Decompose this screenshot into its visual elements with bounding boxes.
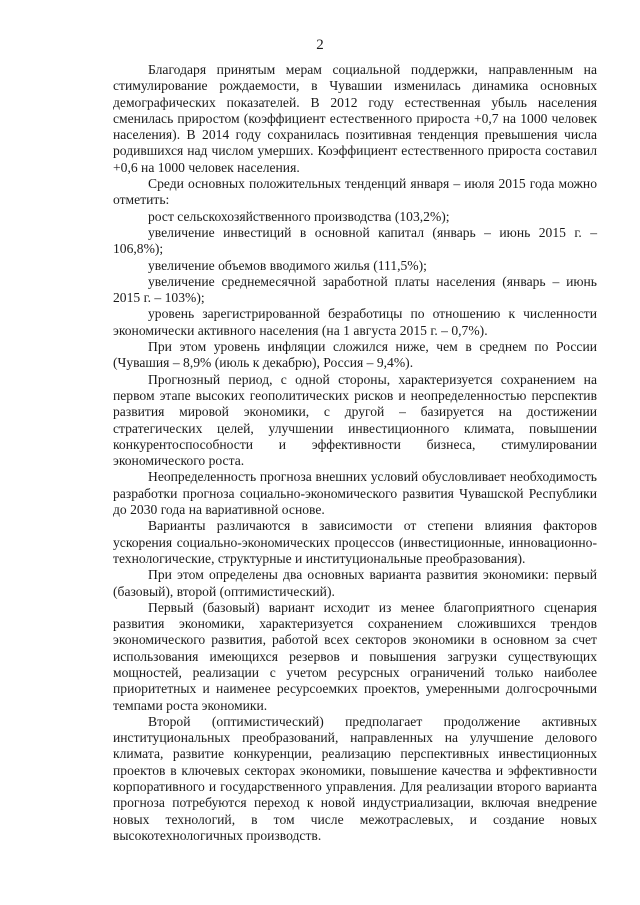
document-body [113, 62, 597, 844]
paragraph-demography: Благодаря принятым мерам социальной поддержки, направленным на стимулирование рождаемости, в Чувашии изменилась динамика основных демографических показателей. В 2012 году естественная убыль населения сменилась приростом (коэффициент естественного прироста +0,7 на 1000 человек населения). В 2014 году сохранилась позитивная тенденция превышения числа родившихся над числом умерших. Коэффициент естественного прироста составил +0,6 на 1000 человек населения. [113, 62, 597, 175]
paragraph-optimistic-variant: Второй (оптимистический) предполагает продолжение активных институциональных преобразований, направленных на улучшение делового климата, развитие конкуренции, реализацию перспективных инвестиционных проектов в ключевых секторах экономики, повышение качества и эффективности корпоративного и государственного управления. Для реализации второго варианта прогноза потребуются переход к новой индустриализации, включая внедрение новых технологий, в том числе межотраслевых, и создание новых высокотехнологичных производств. [113, 713, 597, 843]
paragraph-forecast-period: Прогнозный период, с одной стороны, характеризуется сохранением на первом этапе высоких геополитических рисков и неопределенностью перспектив развития мировой экономики, с другой – базируется на достижении стратегических целей, улучшении инвестиционного климата, повышении конкурентоспособности и эффективности бизнеса, стимулировании экономического роста. [113, 371, 597, 469]
paragraph-two-variants: При этом определены два основных варианта развития экономики: первый (базовый), второй (оптимистический). [113, 567, 597, 599]
paragraph-base-variant: Первый (базовый) вариант исходит из менее благоприятного сценария развития экономики, характеризуется сохранением сложившихся трендов экономического развития, работой всех секторов экономики в основном за счет использования имеющихся резервов и повышения загрузки существующих мощностей, реализации с учетом ресурсных ограничений только наиболее приоритетных и наименее ресурсоемких проектов, умеренными долгосрочными темпами роста экономики. [113, 599, 597, 713]
page-number: 2 [316, 37, 324, 53]
paragraph-trends-intro: Среди основных положительных тенденций января – июля 2015 года можно отметить: [113, 176, 597, 208]
paragraph-uncertainty: Неопределенность прогноза внешних условий обусловливает необходимость разработки прогноза социально-экономического развития Чувашской Республики до 2030 года на вариативной основе. [113, 469, 597, 518]
list-item-housing: увеличение объемов вводимого жилья (111,5%); [148, 257, 427, 273]
list-item-investment: увеличение инвестиций в основной капитал (январь – июнь 2015 г. – 106,8%); [113, 224, 597, 257]
paragraph-inflation: При этом уровень инфляции сложился ниже, чем в среднем по России (Чувашия – 8,9% (июль к декабрю), Россия – 9,4%). [113, 339, 597, 371]
list-item-agriculture: рост сельскохозяйственного производства (103,2%); [148, 208, 450, 224]
list-item-unemployment: уровень зарегистрированной безработицы по отношению к численности экономически активного населения (на 1 августа 2015 г. – 0,7%). [113, 306, 597, 338]
paragraph-variants: Варианты различаются в зависимости от степени влияния факторов ускорения социально-экономических процессов (инвестиционные, инновационно-технологические, структурные и институциональные преобразования). [113, 518, 597, 566]
list-item-wages: увеличение среднемесячной заработной платы населения (январь – июнь 2015 г. – 103%); [113, 273, 597, 306]
